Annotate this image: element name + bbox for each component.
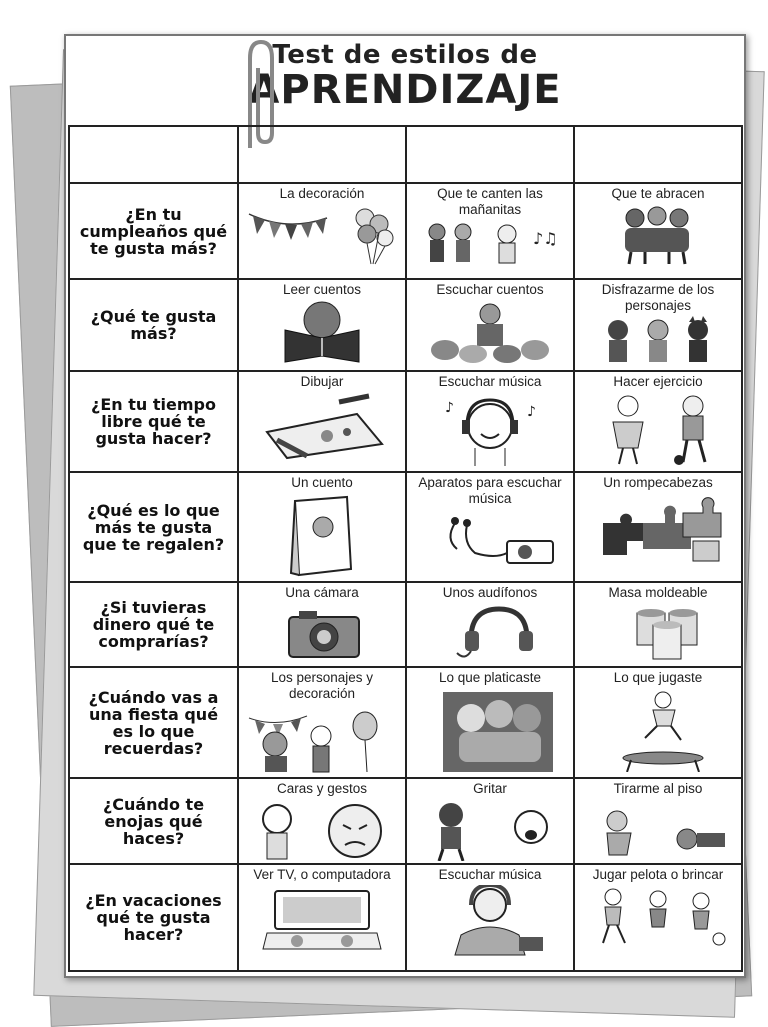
playdough-icon <box>583 603 733 661</box>
option-label: Hacer ejercicio <box>613 374 703 389</box>
table-row <box>69 472 742 582</box>
header-cell-blank <box>69 126 238 183</box>
option-label: Aparatos para escuchar música <box>418 475 562 506</box>
question-cell: ¿Cuándo te enojas qué haces? <box>69 778 238 864</box>
table-row <box>69 279 742 371</box>
tantrum-kids-icon <box>583 799 733 861</box>
storybook-icon <box>247 493 397 577</box>
option-label: Jugar pelota o brincar <box>592 867 724 882</box>
option-cell[interactable] <box>406 778 574 864</box>
option-cell[interactable] <box>238 279 406 371</box>
option-label: Lo que platicaste <box>438 670 542 685</box>
option-label: Una cámara <box>285 585 359 600</box>
reading-book-icon <box>247 300 397 364</box>
music-player-icon <box>415 509 565 579</box>
option-cell[interactable] <box>406 371 574 472</box>
option-label: Escuchar música <box>438 867 542 882</box>
hugging-kids-icon <box>583 204 733 266</box>
option-label: Caras y gestos <box>276 781 368 796</box>
option-label: Disfrazarme de los personajes <box>601 282 715 313</box>
option-label: Tirarme al piso <box>613 781 703 796</box>
question-cell: ¿Cuándo vas a una fiesta qué es lo que recuerdas? <box>69 667 238 778</box>
option-cell[interactable] <box>238 582 406 667</box>
singing-kids-icon <box>415 220 565 268</box>
camera-icon <box>247 603 397 661</box>
option-cell[interactable] <box>574 371 742 472</box>
option-label: Un rompecabezas <box>603 475 713 490</box>
table-row <box>69 371 742 472</box>
option-cell[interactable] <box>574 778 742 864</box>
option-cell[interactable] <box>574 183 742 279</box>
option-cell[interactable] <box>406 472 574 582</box>
option-label: Escuchar música <box>438 374 542 389</box>
option-label: Que te abracen <box>611 186 705 201</box>
header-cell-kinesthetic[interactable] <box>574 126 742 183</box>
option-cell[interactable] <box>238 778 406 864</box>
music-listening-kid-icon <box>415 885 565 963</box>
option-cell[interactable] <box>574 864 742 971</box>
exercising-kids-icon <box>583 392 733 466</box>
header-row <box>69 126 742 183</box>
question-cell: ¿En vacaciones qué te gusta hacer? <box>69 864 238 971</box>
storytime-kids-icon <box>415 300 565 364</box>
option-cell[interactable] <box>406 279 574 371</box>
option-cell[interactable] <box>238 183 406 279</box>
puzzle-pieces-icon <box>583 493 733 563</box>
question-cell: ¿Si tuvieras dinero qué te comprarías? <box>69 582 238 667</box>
chatting-kids-icon <box>415 688 565 772</box>
option-cell[interactable] <box>574 279 742 371</box>
table-row <box>69 667 742 778</box>
header-cell-visual[interactable] <box>238 126 406 183</box>
option-label: Lo que jugaste <box>613 670 703 685</box>
shouting-kid-icon <box>415 799 565 861</box>
option-label: Gritar <box>473 781 507 796</box>
table-row <box>69 778 742 864</box>
option-cell[interactable] <box>238 667 406 778</box>
drawing-paper-icon <box>247 392 397 462</box>
option-cell[interactable] <box>238 472 406 582</box>
headphones-icon <box>415 603 565 661</box>
option-label: La decoración <box>279 186 365 201</box>
option-label: Ver TV, o computadora <box>253 867 391 882</box>
tv-computer-icon <box>247 885 397 951</box>
title-line2: APRENDIZAJE <box>248 67 562 113</box>
svg-text:♪: ♪ <box>445 400 454 416</box>
trampoline-kid-icon <box>583 688 733 772</box>
svg-text:♪: ♪ <box>527 404 536 420</box>
question-cell: ¿Qué te gusta más? <box>69 279 238 371</box>
headphones-kid-icon <box>415 392 565 466</box>
table-row <box>69 582 742 667</box>
option-label: Unos audífonos <box>442 585 538 600</box>
option-cell[interactable] <box>574 582 742 667</box>
learning-styles-table <box>68 125 743 972</box>
option-label: Los personajes y decoración <box>270 670 374 701</box>
option-label: Dibujar <box>300 374 344 389</box>
question-cell: ¿En tu cumpleaños qué te gusta más? <box>69 183 238 279</box>
option-label: Leer cuentos <box>282 282 362 297</box>
svg-text:♪♫: ♪♫ <box>533 229 558 248</box>
option-cell[interactable] <box>574 667 742 778</box>
option-cell[interactable] <box>238 864 406 971</box>
table-row <box>69 864 742 971</box>
table-row <box>69 183 742 279</box>
option-cell[interactable] <box>238 371 406 472</box>
worksheet <box>64 34 746 978</box>
option-cell[interactable] <box>406 582 574 667</box>
question-cell: ¿Qué es lo que más te gusta que te regalen? <box>69 472 238 582</box>
option-cell[interactable] <box>406 183 574 279</box>
title-line1: Test de estilos de <box>272 40 538 70</box>
header-cell-auditory[interactable] <box>406 126 574 183</box>
costume-characters-icon <box>583 316 733 364</box>
option-label: Que te canten las mañanitas <box>437 186 543 217</box>
option-cell[interactable] <box>574 472 742 582</box>
option-label: Escuchar cuentos <box>436 282 544 297</box>
option-cell[interactable] <box>406 667 574 778</box>
option-label: Masa moldeable <box>608 585 708 600</box>
question-cell: ¿En tu tiempo libre qué te gusta hacer? <box>69 371 238 472</box>
playing-kids-icon <box>583 885 733 947</box>
option-label: Un cuento <box>291 475 353 490</box>
bunting-balloons-icon <box>247 204 397 266</box>
title-block <box>66 40 744 113</box>
angry-faces-icon <box>247 799 397 861</box>
party-characters-icon <box>247 704 397 774</box>
option-cell[interactable] <box>406 864 574 971</box>
